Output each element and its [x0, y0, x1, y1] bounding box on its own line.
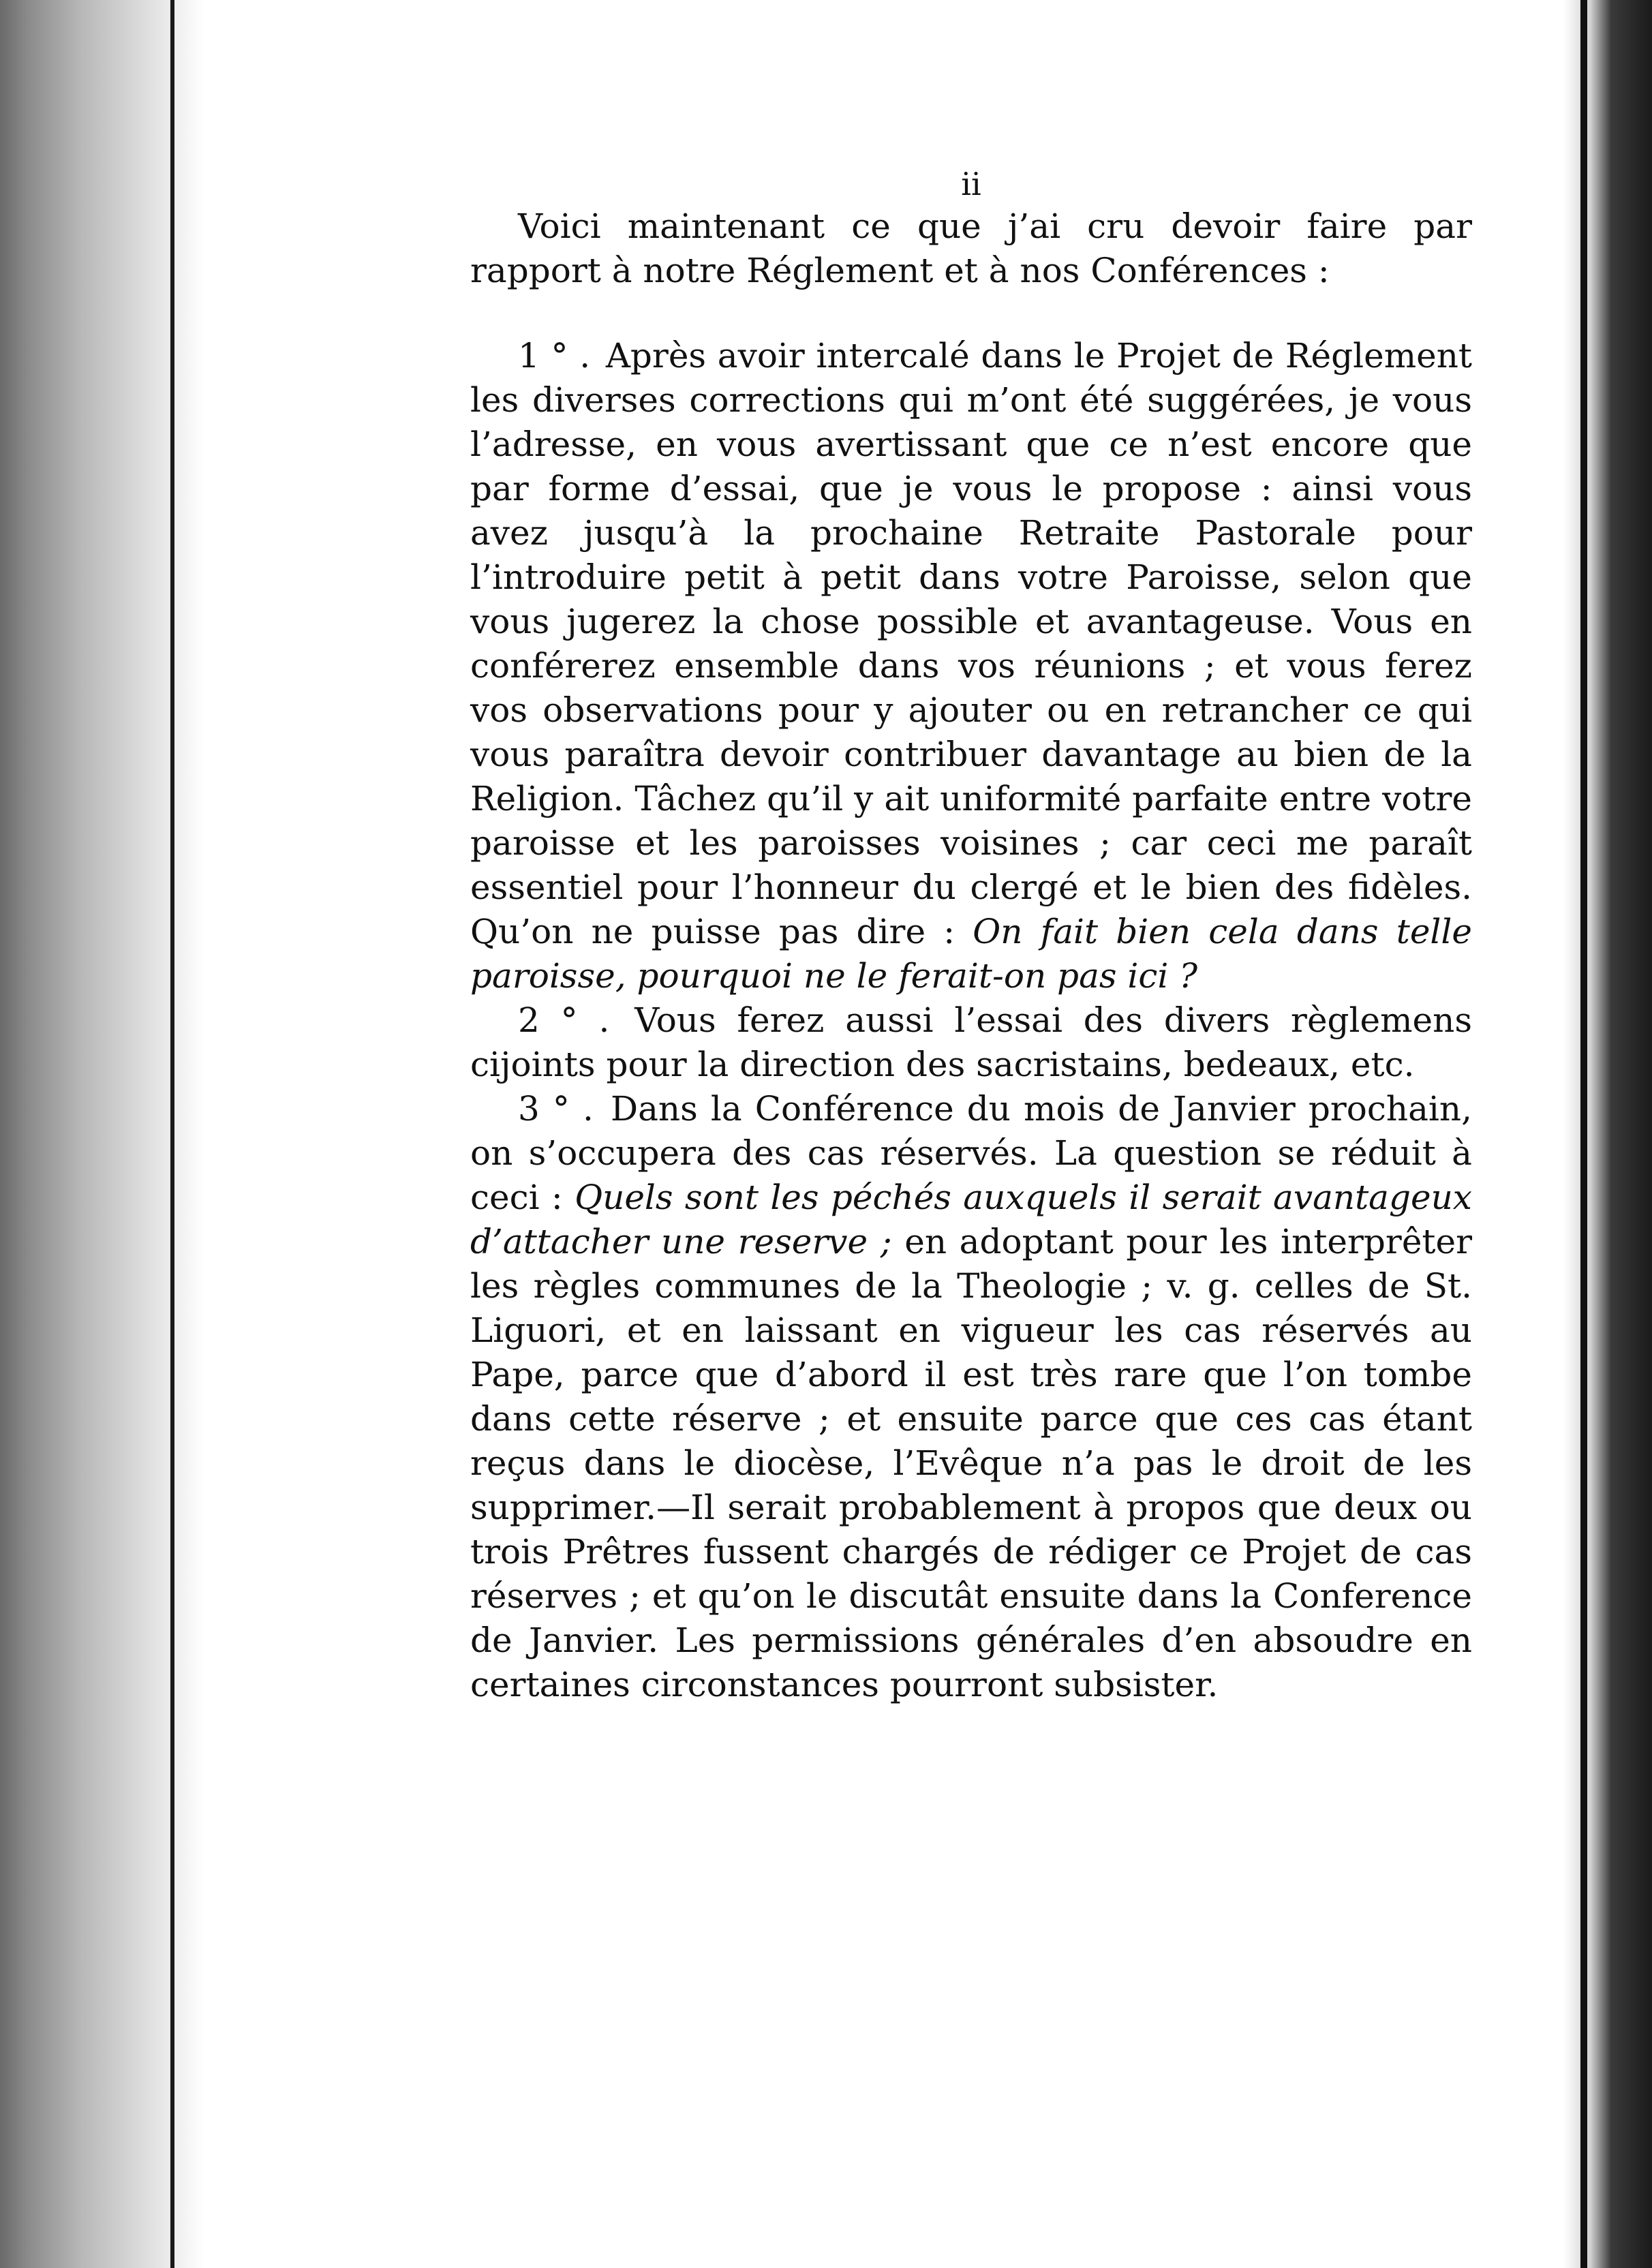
- item-3-text-after: en adoptant pour les interprêter les règles communes de la Theologie ; v. g. celles de St. Liguori, et en laissant en vigueur les cas réservés au Pape, parce que d’abord il est très rare que l’on tombe dans cette réserve ; et ensuite parce que ces cas étant reçus dans le diocèse, l’Evêque n’a pas le droit de les supprimer.—Il serait probablement à propos que deux ou trois Prêtres fussent chargés de rédiger ce Projet de cas réserves ; et qu’on le discutât ensuite dans la Conference de Janvier. Les permissions générales d’en absoudre en certaines circonstances pourront subsister.: [470, 1222, 1472, 1704]
- item-3-quote: Quels sont les péchés auxquels il serait avantageux d’attacher une reserve ;: [470, 1178, 1472, 1261]
- item-2-text: Vous ferez aussi l’essai des divers règlemens cijoints pour la direction des sacristains, bedeaux, etc.: [470, 1000, 1472, 1084]
- item-3-marker: 3 ° .: [518, 1089, 594, 1129]
- item-1-text: Après avoir intercalé dans le Projet de Réglement les diverses corrections qui m’ont été suggérées, je vous l’adresse, en vous avertissant que ce n’est encore que par forme d’essai, que je vous le propose : ainsi vous avez jusqu’à la prochaine Retraite Pastorale pour l’introduire petit à petit dans votre Paroisse, selon que vous jugerez la chose possible et avantageuse. Vous en conférerez ensemble dans vos réunions ; et vous ferez vos observations pour y ajouter ou en retrancher ce qui vous paraîtra devoir contribuer davantage au bien de la Religion. Tâchez qu’il y ait uniformité parfaite entre votre paroisse et les paroisses voisines ; car ceci me paraît essentiel pour l’honneur du clergé et le bien des fidèles. Qu’on ne puisse pas dire :: [470, 336, 1472, 951]
- scan-page-edge-line-right: [1580, 0, 1587, 2268]
- item-3-text-before: Dans la Conférence du mois de Janvier prochain, on s’occupera des cas réservés. La question se réduit à ceci :: [470, 1089, 1472, 1217]
- page-number: ii: [961, 166, 981, 202]
- item-3-paragraph: [470, 1087, 1472, 1707]
- item-1-quote: On fait bien cela dans telle paroisse, pourquoi ne le ferait-on pas ici ?: [470, 912, 1472, 996]
- item-1-paragraph: [470, 334, 1472, 998]
- scan-binding-edge-left: [170, 0, 174, 2268]
- scan-page-edge-right: [1563, 0, 1652, 2268]
- document-page: [470, 164, 1472, 1707]
- item-2-marker: 2 ° .: [518, 1000, 610, 1040]
- item-1-marker: 1 ° .: [518, 336, 591, 376]
- intro-paragraph: Voici maintenant ce que j’ai cru devoir faire par rapport à notre Réglement et à nos Conférences :: [470, 206, 1472, 290]
- item-2-paragraph: [470, 998, 1472, 1087]
